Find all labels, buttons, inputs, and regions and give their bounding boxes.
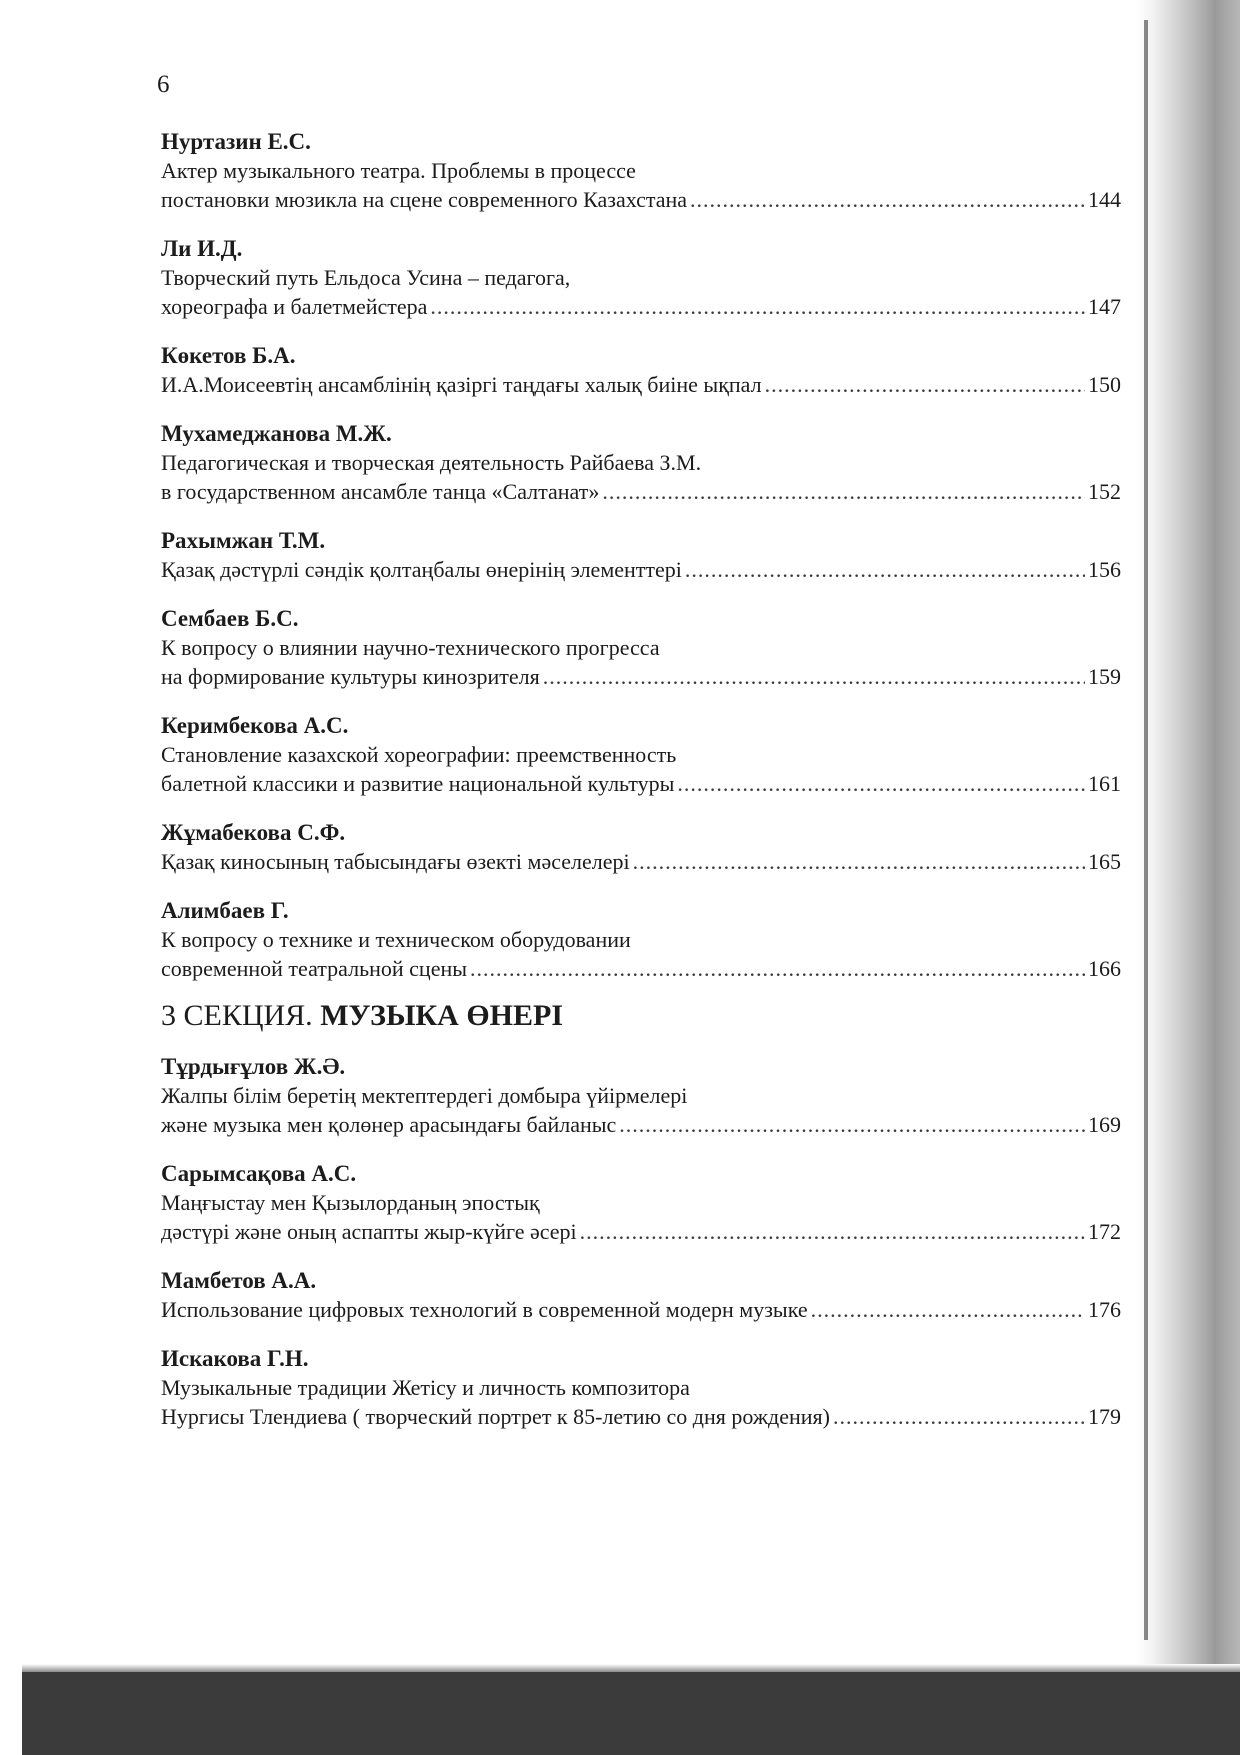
entry-title-last-line bbox=[161, 292, 1121, 321]
dot-leader bbox=[543, 662, 1085, 691]
entry-author: Алимбаев Г. bbox=[161, 898, 289, 923]
table-of-contents bbox=[161, 128, 1121, 1431]
entry-page-number: 152 bbox=[1088, 479, 1121, 504]
section-heading-prefix: 3 СЕКЦИЯ. bbox=[161, 999, 321, 1032]
entry-page-number: 166 bbox=[1088, 956, 1121, 981]
entry-page-number: 179 bbox=[1088, 1404, 1121, 1429]
toc-entries-after-section bbox=[161, 1053, 1121, 1431]
toc-entries-before-section bbox=[161, 128, 1121, 983]
entry-title-last-line bbox=[161, 1110, 1121, 1139]
dot-leader bbox=[765, 370, 1085, 399]
entry-title-last-line bbox=[161, 662, 1121, 691]
entry-title-last-line bbox=[161, 555, 1121, 584]
toc-entry bbox=[161, 527, 1121, 584]
entry-author: Мамбетов А.А. bbox=[161, 1268, 317, 1293]
page-number: 6 bbox=[157, 71, 170, 98]
toc-entry bbox=[161, 1160, 1121, 1246]
binding-edge bbox=[1144, 20, 1148, 1640]
entry-title-text: дәстүрі және оның аспапты жыр-күйге әсері bbox=[161, 1219, 577, 1244]
toc-entry bbox=[161, 1345, 1121, 1431]
dot-leader bbox=[690, 185, 1085, 214]
entry-author: Рахымжан Т.М. bbox=[161, 528, 326, 553]
entry-title-line: Жалпы білім беретің мектептердегі домбыра үйірмелері bbox=[161, 1083, 688, 1108]
entry-author: Керимбекова А.С. bbox=[161, 713, 349, 738]
entry-author: Мухамеджанова М.Ж. bbox=[161, 421, 392, 446]
dot-leader bbox=[430, 292, 1085, 321]
dot-leader bbox=[811, 1295, 1085, 1324]
entry-title-last-line bbox=[161, 477, 1121, 506]
entry-title-line: К вопросу о технике и техническом оборудовании bbox=[161, 927, 631, 952]
entry-title-line: Становление казахской хореографии: преемственность bbox=[161, 742, 677, 767]
entry-title-text: в государственном ансамбле танца «Салтанат» bbox=[161, 479, 600, 504]
entry-title-text: Нургисы Тлендиева ( творческий портрет к 85-летию со дня рождения) bbox=[161, 1404, 830, 1429]
entry-title-text: Қазақ киносының табысындағы өзекті мәселелері bbox=[161, 849, 630, 874]
entry-page-number: 147 bbox=[1088, 294, 1121, 319]
entry-page-number: 159 bbox=[1088, 664, 1121, 689]
section-heading bbox=[161, 997, 1121, 1035]
scan-bottom-band bbox=[22, 1672, 1240, 1755]
entry-title-line: Педагогическая и творческая деятельность Райбаева З.М. bbox=[161, 450, 702, 475]
entry-title-line: Актер музыкального театра. Проблемы в процессе bbox=[161, 158, 636, 183]
dot-leader bbox=[580, 1217, 1085, 1246]
entry-title-line: К вопросу о влиянии научно-технического прогресса bbox=[161, 635, 660, 660]
entry-title-line: Музыкальные традиции Жетісу и личность композитора bbox=[161, 1375, 690, 1400]
toc-entry bbox=[161, 342, 1121, 399]
entry-page-number: 172 bbox=[1088, 1219, 1121, 1244]
toc-entry bbox=[161, 605, 1121, 691]
entry-author: Сарымсақова А.С. bbox=[161, 1161, 357, 1186]
entry-title-line: Творческий путь Ельдоса Усина – педагога, bbox=[161, 265, 571, 290]
entry-page-number: 156 bbox=[1088, 557, 1121, 582]
toc-entry bbox=[161, 420, 1121, 506]
entry-author: Көкетов Б.А. bbox=[161, 343, 296, 368]
entry-title-text: Использование цифровых технологий в современной модерн музыке bbox=[161, 1297, 808, 1322]
entry-page-number: 165 bbox=[1088, 849, 1121, 874]
entry-page-number: 150 bbox=[1088, 372, 1121, 397]
entry-title-last-line bbox=[161, 185, 1121, 214]
dot-leader bbox=[685, 555, 1085, 584]
page-bottom-edge bbox=[22, 1664, 1240, 1672]
page-gutter-shadow bbox=[1135, 0, 1240, 1755]
entry-author: Искакова Г.Н. bbox=[161, 1346, 309, 1371]
toc-entry bbox=[161, 128, 1121, 214]
entry-page-number: 144 bbox=[1088, 187, 1121, 212]
entry-page-number: 161 bbox=[1088, 771, 1121, 796]
entry-title-line: Маңғыстау мен Қызылорданың эпостық bbox=[161, 1190, 540, 1215]
entry-title-text: және музыка мен қолөнер арасындағы байланыс bbox=[161, 1112, 617, 1137]
toc-entry bbox=[161, 712, 1121, 798]
entry-author: Тұрдығұлов Ж.Ә. bbox=[161, 1054, 346, 1079]
toc-entry bbox=[161, 235, 1121, 321]
entry-title-text: Қазақ дәстүрлі сәндік қолтаңбалы өнерінің элементтері bbox=[161, 557, 682, 582]
entry-page-number: 176 bbox=[1088, 1297, 1121, 1322]
entry-title-text: хореографа и балетмейстера bbox=[161, 294, 428, 319]
section-heading-title: МУЗЫКА ӨНЕРІ bbox=[320, 999, 564, 1032]
entry-title-text: современной театральной сцены bbox=[161, 956, 468, 981]
dot-leader bbox=[619, 1110, 1085, 1139]
entry-title-text: И.А.Моисеевтің ансамблінің қазіргі таңдағы халық биіне ықпал bbox=[161, 372, 762, 397]
entry-title-text: балетной классики и развитие национальной культуры bbox=[161, 771, 675, 796]
dot-leader bbox=[633, 847, 1085, 876]
entry-author: Жұмабекова С.Ф. bbox=[161, 820, 346, 845]
toc-entry bbox=[161, 897, 1121, 983]
toc-entry bbox=[161, 819, 1121, 876]
entry-title-last-line bbox=[161, 370, 1121, 399]
entry-title-last-line bbox=[161, 847, 1121, 876]
entry-title-last-line bbox=[161, 1295, 1121, 1324]
entry-title-last-line bbox=[161, 1217, 1121, 1246]
toc-entry bbox=[161, 1053, 1121, 1139]
dot-leader bbox=[602, 477, 1085, 506]
entry-page-number: 169 bbox=[1088, 1112, 1121, 1137]
dot-leader bbox=[470, 954, 1085, 983]
entry-title-text: на формирование культуры кинозрителя bbox=[161, 664, 540, 689]
entry-title-last-line bbox=[161, 769, 1121, 798]
entry-title-text: постановки мюзикла на сцене современного Казахстана bbox=[161, 187, 688, 212]
toc-entry bbox=[161, 1267, 1121, 1324]
entry-author: Ли И.Д. bbox=[161, 236, 243, 261]
entry-title-last-line bbox=[161, 954, 1121, 983]
entry-title-last-line bbox=[161, 1402, 1121, 1431]
entry-author: Нуртазин Е.С. bbox=[161, 129, 311, 154]
dot-leader bbox=[677, 769, 1085, 798]
dot-leader bbox=[833, 1402, 1085, 1431]
entry-author: Сембаев Б.С. bbox=[161, 606, 299, 631]
